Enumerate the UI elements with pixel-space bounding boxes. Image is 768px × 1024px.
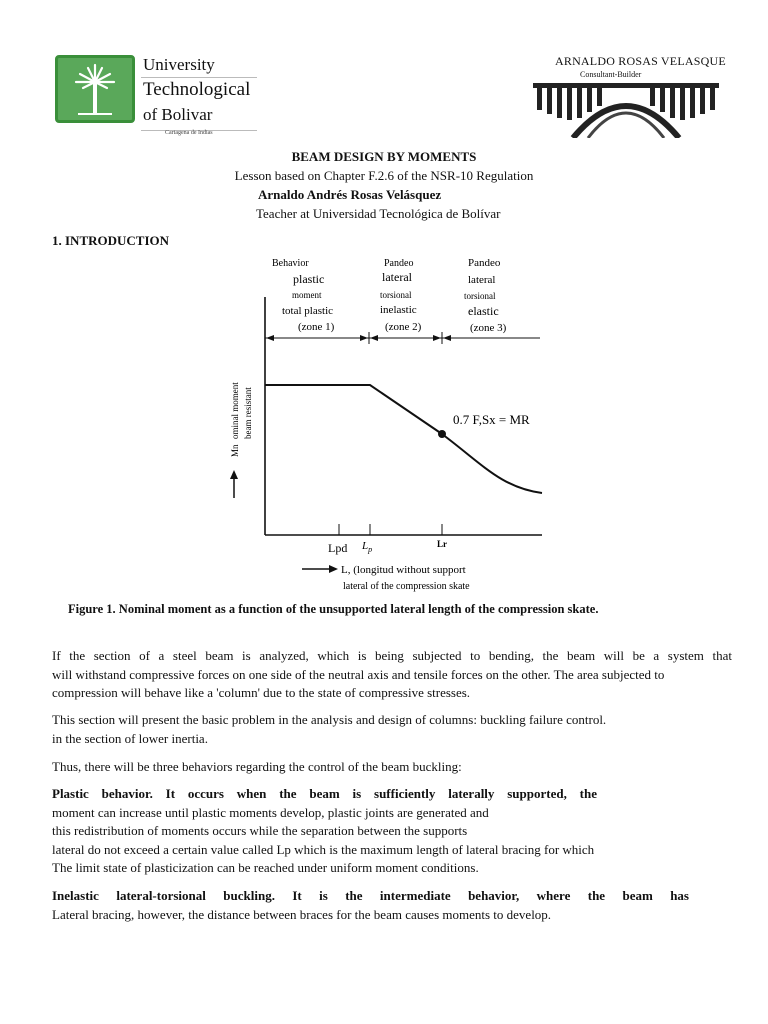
lesson-subtitle: Lesson based on Chapter F.2.6 of the NSR-10 Regulation [234,168,534,183]
zone2-label: (zone 2) [385,321,422,333]
zone3-label: torsional [464,291,496,301]
zone1-label: plastic [293,272,325,286]
zone3-label: lateral [468,274,496,286]
x-axis-label: L, (longitud without support [341,564,466,576]
university-name-line: of Bolivar [143,105,213,124]
zone2-label: inelastic [380,304,417,316]
paragraph: Thus, there will be three behaviors regarding the control of the beam buckling: [52,759,462,774]
svg-text:Mn: Mn [230,444,240,457]
x-ticks [339,524,442,535]
consultant-name: ARNALDO ROSAS VELASQUE [555,54,726,68]
paragraph: If the section of a steel beam is analyzed, which is being subjected to bending, the beam will be a system that will withstand compressive forces on one side of the neutral axis and tensile forces on the other. The area subjected to compression will behave like a 'column' due to the state of compressive stresses. [52,648,732,700]
university-city: Cartagena de Indias [165,130,213,136]
university-name-line: Technological [143,79,251,100]
university-name-line: University [143,55,215,74]
mr-point-label: 0.7 F,Sx = MR [453,412,530,427]
zone3-label: elastic [468,304,499,318]
zone1-label: moment [292,290,322,300]
y-axis-arrow-icon [230,470,238,498]
university-logo [55,55,260,138]
author-name: Arnaldo Andrés Rosas Velásquez [258,187,442,202]
logo-rule [141,77,257,78]
bridge-logo-icon [533,80,719,138]
x-axis-label: lateral of the compression skate [343,581,470,592]
tick-label-lp: $L_p$ [362,540,373,554]
tick-label-lpd: Lpd [328,541,348,555]
y-axis-label [230,382,253,457]
zone2-label: Pandeo [384,258,414,269]
mr-point [438,430,446,438]
document-title: BEAM DESIGN BY MOMENTS [291,149,477,164]
svg-text:ominal moment: ominal moment [230,382,240,439]
zone3-label: Pandeo [468,257,501,269]
figure-caption: Figure 1. Nominal moment as a function of the unsupported lateral length of the compression skate. [68,602,599,616]
palm-tree-icon [55,55,135,123]
zone1-label: total plastic [282,305,334,317]
moment-length-figure [220,252,560,597]
moment-curve [265,385,542,493]
tick-label-lr: Lr [437,539,447,549]
paragraph: This section will present the basic problem in the analysis and design of columns: buckling failure control. in the section of lower inertia. [52,712,607,746]
zone2-label: torsional [380,290,412,300]
author-affiliation: Teacher at Universidad Tecnológica de Bolívar [256,206,501,221]
zone1-label: Behavior [272,258,309,269]
svg-text:beam resistant: beam resistant [243,387,253,439]
consultant-role: Consultant-Builder [580,70,642,79]
section-heading: 1. INTRODUCTION [52,233,170,248]
x-axis-arrow-icon [302,565,338,573]
paragraph: Plastic behavior. It occurs when the beam is sufficiently laterally supported, the moment can increase until plastic moments develop, plastic joints are generated and this redistribution of moments occurs while the separation between the supports lateral do not exceed a certain value called Lp which is the maximum length of lateral bracing for which The limit state of plasticization can be reached under uniform moment conditions. [52,786,597,875]
zone1-label: (zone 1) [298,321,335,333]
zone3-label: (zone 3) [470,322,507,334]
zone2-label: lateral [382,270,412,284]
paragraph: Inelastic lateral-torsional buckling. It is the intermediate behavior, where the beam has Lateral bracing, however, the distance between braces for the beam causes moments to develop. [52,888,689,922]
